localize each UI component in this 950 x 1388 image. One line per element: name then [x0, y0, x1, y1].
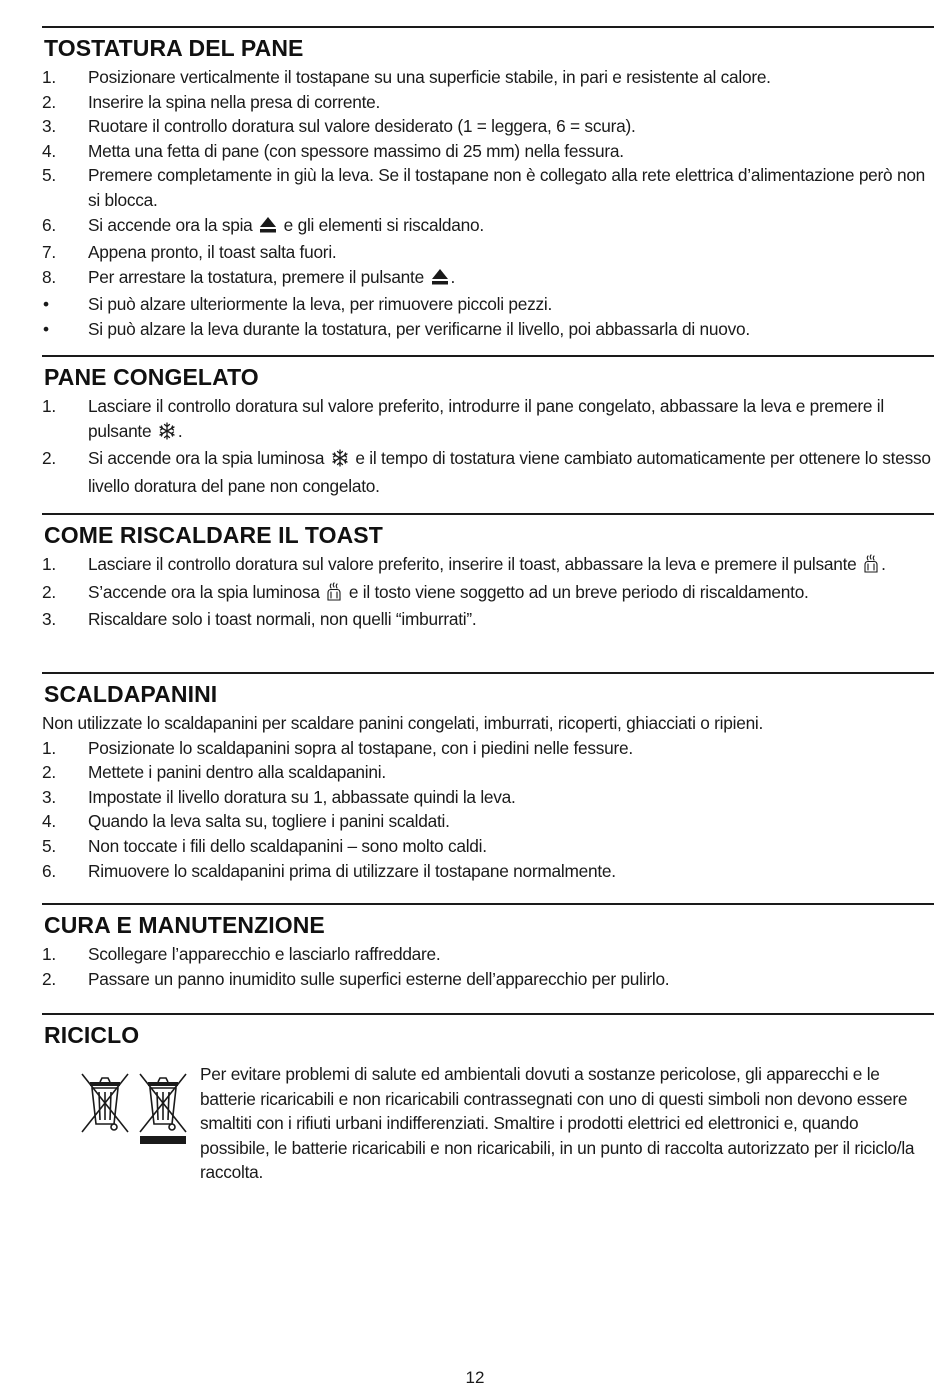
list-marker: 1. — [42, 396, 56, 416]
list-item — [42, 90, 934, 115]
list-marker: 2. — [42, 762, 56, 783]
list-marker: 2. — [42, 581, 56, 602]
list-item-text — [88, 215, 484, 235]
list-item-text: Inserire la spina nella presa di corrente. — [88, 91, 381, 112]
text-after-icon: e il tempo di tostatura viene cambiato automaticamente per ottenere lo stesso livello doratura del pane non congelato. — [88, 448, 931, 496]
list-item-text: Passare un panno inumidito sulle superfici esterne dell’apparecchio per pulirlo. — [88, 968, 670, 989]
recycling-paragraph: Per evitare problemi di salute ed ambientali dovuti a sostanze pericolose, gli apparecchi e le batterie ricaricabili e non ricaricabili contrassegnati con uno di questi simboli non devono essere smaltiti con i rifiuti urbani indifferenziati. Smaltire i prodotti elettrici ed elettronici e, quando possibile, le batterie ricaricabili e non ricaricabili, in un punto di raccolta autorizzato per il riciclo/la raccolta. — [200, 1064, 915, 1183]
crossed-bin-with-bar-icon — [140, 1074, 186, 1144]
list-marker: 3. — [42, 786, 56, 807]
list-item-text — [88, 582, 809, 602]
list-marker: 2. — [42, 448, 56, 469]
list-item — [42, 736, 934, 761]
recycling-block — [42, 1062, 934, 1192]
list-item-text: Posizionare verticalmente il tostapane su una superficie stabile, in pari e resistente al calore. — [88, 67, 771, 87]
reheat-icon — [326, 581, 342, 608]
list-marker: 1. — [42, 554, 56, 574]
list-item — [42, 607, 934, 632]
list-marker: 7. — [42, 242, 56, 263]
list-item — [42, 394, 934, 446]
text-after-icon: e il tosto viene soggetto ad un breve periodo di riscaldamento. — [348, 581, 809, 602]
list-item-text: Impostate il livello doratura su 1, abbassate quindi la leva. — [88, 786, 516, 807]
list-item — [42, 785, 934, 810]
list-marker: 4. — [42, 811, 56, 832]
list-item — [42, 967, 934, 992]
list-item — [42, 65, 934, 90]
eject-icon — [259, 216, 277, 241]
list-item — [42, 139, 934, 164]
page-number: 12 — [465, 1368, 485, 1387]
list-item — [42, 213, 934, 241]
list-item-text: Metta una fetta di pane (con spessore massimo di 25 mm) nella fessura. — [88, 140, 624, 161]
section-divider — [42, 26, 934, 28]
list-item-text: Premere completamente in giù la leva. Se il tostapane non è collegato alla rete elettrica d’alimentazione però non si blocca. — [88, 165, 926, 210]
list-item-text — [88, 396, 884, 441]
list-item-text: Si può alzare ulteriormente la leva, per rimuovere piccoli pezzi. — [88, 294, 553, 315]
section-come-riscaldare-il-toast — [42, 513, 934, 632]
list-item-text — [88, 267, 455, 287]
list-marker: 1. — [42, 944, 56, 964]
list-item-text: Scollegare l’apparecchio e lasciarlo raffreddare. — [88, 944, 441, 964]
section-title: COME RISCALDARE IL TOAST — [44, 522, 383, 548]
list-item — [42, 859, 934, 884]
list-marker: 5. — [42, 165, 56, 186]
list-item-text: Mettete i panini dentro alla scaldapanini. — [88, 762, 386, 783]
section-title: PANE CONGELATO — [44, 364, 259, 390]
list-marker: • — [43, 294, 49, 315]
list-item — [42, 240, 934, 265]
reheat-icon — [863, 553, 879, 580]
list-item — [42, 446, 934, 498]
section-riciclo — [42, 1013, 934, 1192]
eject-icon — [431, 268, 449, 293]
snowflake-icon — [331, 449, 349, 474]
section-intro: Non utilizzate lo scaldapanini per scaldare panini congelati, imburrati, ricoperti, ghiacciati o ripieni. — [42, 713, 764, 733]
list-item-text — [88, 448, 931, 496]
list-item — [42, 292, 934, 317]
section-divider — [42, 355, 934, 357]
list-item — [42, 809, 934, 834]
list-marker: • — [43, 318, 49, 339]
list-item — [42, 114, 934, 139]
list-item-text — [88, 554, 886, 574]
section-title: RICICLO — [44, 1022, 140, 1048]
list-item-text: Ruotare il controllo doratura sul valore desiderato (1 = leggera, 6 = scura). — [88, 116, 636, 137]
list-marker: 3. — [42, 116, 56, 137]
list-marker: 5. — [42, 835, 56, 856]
list-item — [42, 552, 934, 580]
text-before-icon: S’accende ora la spia luminosa — [88, 581, 320, 602]
section-divider — [42, 672, 934, 674]
list-marker: 4. — [42, 140, 56, 161]
section-title: TOSTATURA DEL PANE — [44, 35, 304, 61]
section-title: SCALDAPANINI — [44, 681, 218, 707]
text-after-icon: . — [881, 554, 886, 574]
text-before-icon: Lasciare il controllo doratura sul valore preferito, inserire il toast, abbassare la leva e premere il pulsante — [88, 554, 857, 574]
text-before-icon: Si accende ora la spia — [88, 214, 253, 235]
list-marker: 1. — [42, 67, 56, 87]
text-after-icon: . — [177, 420, 183, 441]
list-item-text: Rimuovere lo scaldapanini prima di utilizzare il tostapane normalmente. — [88, 860, 616, 881]
list-item-text: Riscaldare solo i toast normali, non quelli “imburrati”. — [88, 609, 477, 630]
section-cura-e-manutenzione — [42, 903, 934, 991]
section-scaldapanini — [42, 672, 934, 883]
list-marker: 6. — [42, 860, 56, 881]
list-marker: 2. — [42, 968, 56, 989]
section-tostatura-del-pane — [42, 26, 934, 342]
list-marker: 2. — [42, 91, 56, 112]
text-after-icon: . — [450, 266, 456, 287]
list-item-text: Quando la leva salta su, togliere i panini scaldati. — [88, 811, 450, 832]
section-divider — [42, 513, 934, 515]
list-marker: 6. — [42, 214, 56, 235]
section-title: CURA E MANUTENZIONE — [44, 912, 325, 938]
list-item — [42, 265, 934, 293]
crossed-bin-icon — [82, 1074, 128, 1132]
section-divider — [42, 903, 934, 905]
list-item — [42, 942, 934, 967]
list-item — [42, 760, 934, 785]
section-divider — [42, 1013, 934, 1015]
list-item-text: Non toccate i fili dello scaldapanini – sono molto caldi. — [88, 835, 487, 856]
list-item — [42, 317, 934, 342]
text-before-icon: Per arrestare la tostatura, premere il pulsante — [88, 266, 424, 287]
list-item — [42, 834, 934, 859]
list-item — [42, 163, 934, 212]
weee-symbols — [80, 1072, 190, 1152]
snowflake-icon — [158, 422, 176, 447]
list-item-text: Posizionate lo scaldapanini sopra al tostapane, con i piedini nelle fessure. — [88, 737, 633, 758]
text-before-icon: Si accende ora la spia luminosa — [88, 448, 325, 469]
list-marker: 1. — [42, 737, 56, 758]
list-item-text: Si può alzare la leva durante la tostatura, per verificarne il livello, poi abbassarla di nuovo. — [88, 318, 750, 339]
list-marker: 8. — [42, 266, 56, 287]
section-pane-congelato — [42, 355, 934, 498]
list-item — [42, 580, 934, 608]
list-marker: 3. — [42, 609, 56, 630]
list-item-text: Appena pronto, il toast salta fuori. — [88, 242, 337, 263]
text-after-icon: e gli elementi si riscaldano. — [283, 214, 484, 235]
text-before-icon: Lasciare il controllo doratura sul valore preferito, introdurre il pane congelato, abbassare la leva e premere il pulsante — [88, 396, 884, 441]
